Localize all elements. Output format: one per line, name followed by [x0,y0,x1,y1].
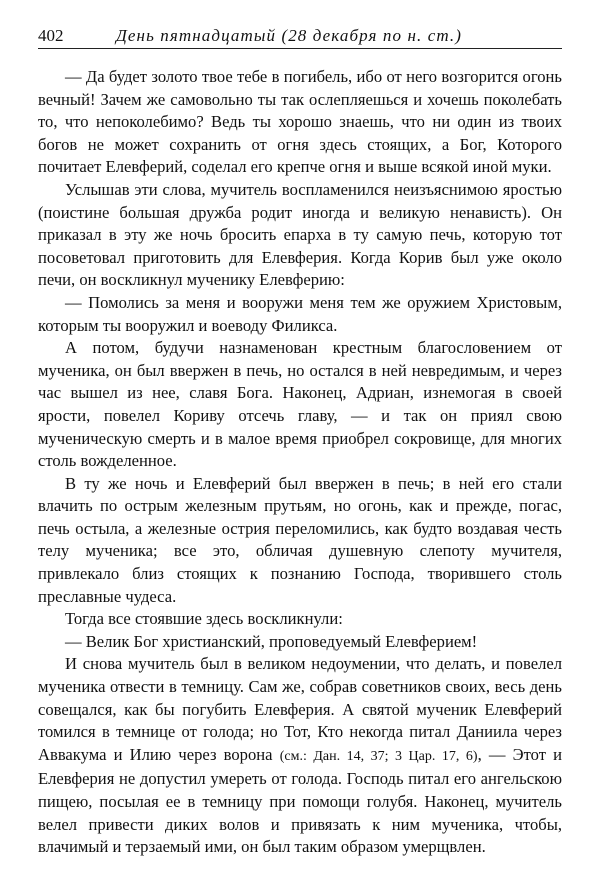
page-number: 402 [38,26,64,45]
paragraph: Тогда все стоявшие здесь воскликнули: [65,609,343,629]
paragraph-text-end: , — Этот и Елевферия не допустил умереть от голода. Господь питал его ангельскою пищею, посылая ее в темницу при помощи голубя. Наконец, мучитель велел привести диких волов и привязать к ним мученика, чтобы, влачимый и терзаемый ими, он был таким образом умерщвлен. [38,744,562,857]
body-text [38,66,562,859]
paragraph-text: И снова мучитель был в великом недоумении, что делать, и повелел мученика отвести в темницу. Сам же, собрав советников своих, весь день совещался, как бы погубить Елевферия. А святой мученик Елевферий томился в темнице от голода; но Тот, Кто некогда питал Даниила через Аввакума и Илию через ворона [38,654,562,764]
scripture-reference: (см.: Дан. 14, 37; 3 Цар. 17, 6) [279,748,478,764]
page-header [38,22,562,49]
paragraph: А потом, будучи назнаменован крестным благословением от мученика, он был ввержен в печь, но остался в ней невредимым, и через час вышел из нее, славя Бога. Наконец, Адриан, изнемогая в своей ярости, повелел Кориву отсечь главу, — и так он приял свою мученическую смерть и в малое время приобрел сокровище, для многих столь вожделенное. [38,338,562,471]
paragraph: — Помолись за меня и вооружи меня тем же оружием Христовым, которым ты вооружил и воеводу Филикса. [38,292,562,335]
paragraph: В ту же ночь и Елевферий был ввержен в печь; в ней его стали влачить по острым железным прутьям, но огонь, как и прежде, погас, печь остыла, а железные острия переломились, как будто воздавая честь телу мученика; все это, обличая душевную слепоту мучителя, привлекало близ стоящих к познанию Господа, творившего столь преславные чудеса. [38,473,562,606]
paragraph: — Да будет золото твое тебе в погибель, ибо от него возгорится огонь вечный! Зачем же самовольно ты так ослепляешься и хочешь поколебать то, что непоколебимо? Ведь ты хорошо знаешь, что ни один из твоих богов не может сохранить от огня здесь стоящих, а Бог, Которого почитает Елевферий, соделал его крепче огня и выше всякой иной муки. [38,67,562,177]
running-title: День пятнадцатый (28 декабря по н. ст.) [116,26,463,45]
paragraph: Услышав эти слова, мучитель воспламенился неизъяснимою яростью (поистине большая дружба родит иногда и великую ненависть). Он приказал в эту же ночь бросить епарха в ту самую печь, которую тот посоветовал приготовить для Елевферия. Когда Корив был уже около печи, он воскликнул мученику Елевферию: [38,179,562,290]
paragraph: — Велик Бог христианский, проповедуемый Елевферием! [65,631,478,651]
paragraph [38,653,562,858]
